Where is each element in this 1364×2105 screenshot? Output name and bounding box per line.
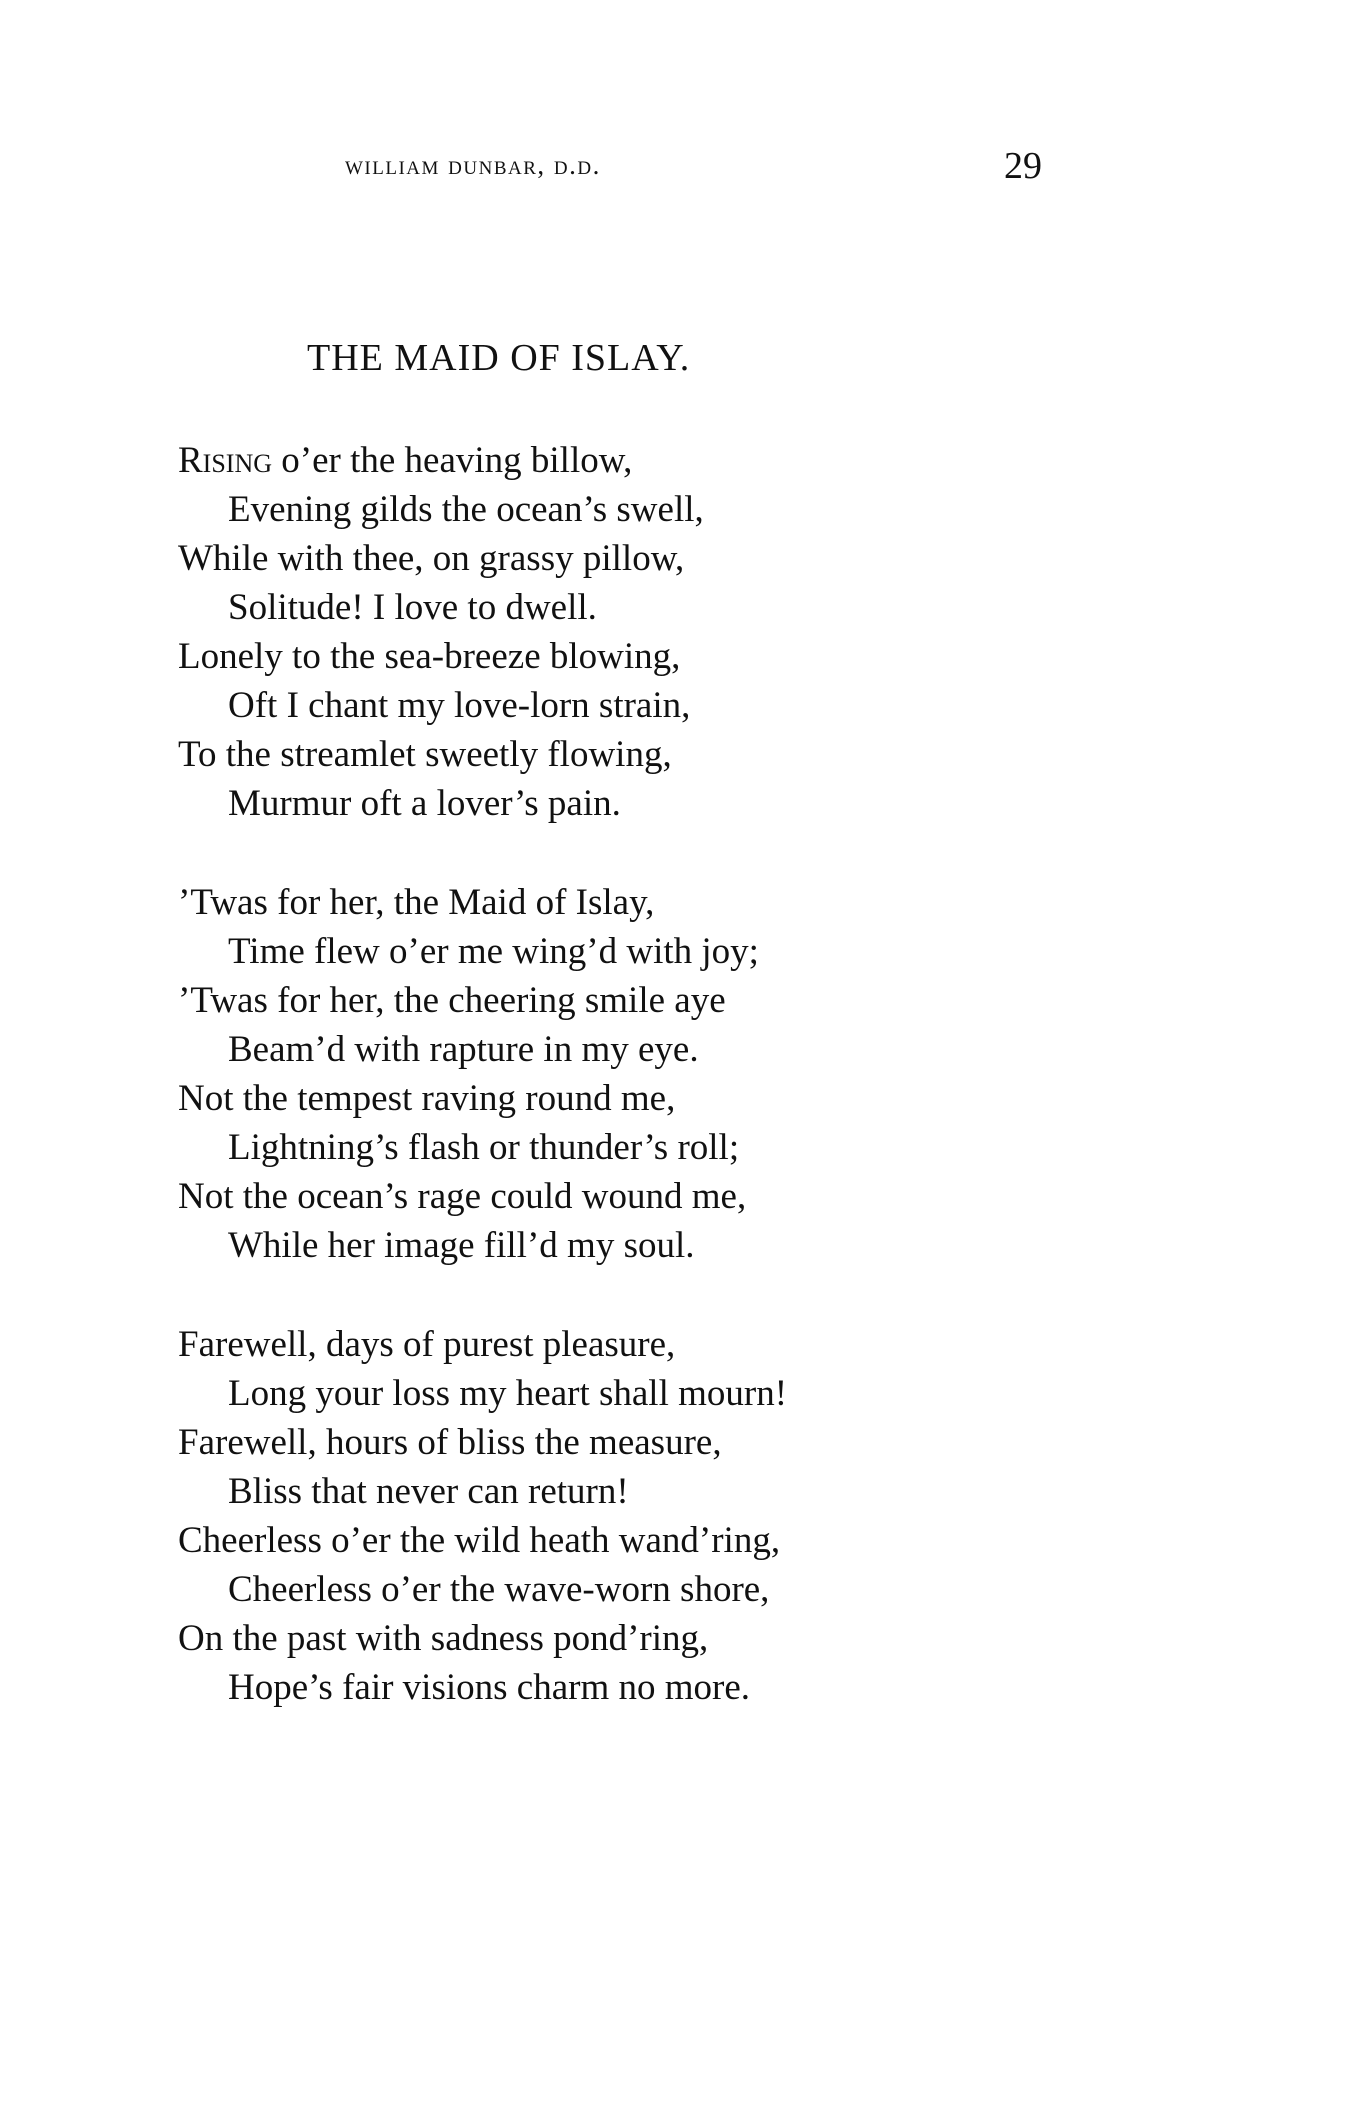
poem-line: Bliss that never can return! [228,1471,629,1512]
poem-line: Cheerless o’er the wild heath wand’ring, [178,1520,781,1561]
poem-line: On the past with sadness pond’ring, [178,1618,709,1659]
poem-line: Solitude! I love to dwell. [228,587,597,628]
stanza-1 [178,436,1078,828]
running-head-title: william dunbar, d.d. [345,150,601,180]
poem-line: Oft I chant my love-lorn strain, [228,685,691,726]
stanza-3 [178,1320,1078,1712]
poem-line: While with thee, on grassy pillow, [178,538,685,579]
poem-line-first-word: Rising [178,440,273,481]
stanza-2 [178,878,1078,1270]
poem-line: While her image fill’d my soul. [228,1225,695,1266]
poem-line: To the streamlet sweetly flowing, [178,734,672,775]
running-head [345,150,601,181]
poem-line: Farewell, hours of bliss the measure, [178,1422,722,1463]
poem-title: THE MAID OF ISLAY. [307,337,691,379]
poem-line: Cheerless o’er the wave-worn shore, [228,1569,770,1610]
poem-line: Murmur oft a lover’s pain. [228,783,621,824]
poem-line: Evening gilds the ocean’s swell, [228,489,704,530]
poem-line: Lonely to the sea-breeze blowing, [178,636,681,677]
poem-line: Not the ocean’s rage could wound me, [178,1176,747,1217]
poem-line: ’Twas for her, the cheering smile aye [178,980,726,1021]
poem-line: Time flew o’er me wing’d with joy; [228,931,759,972]
poem-body [178,436,1078,1712]
poem-line: Lightning’s flash or thunder’s roll; [228,1127,740,1168]
poem-line-rest: o’er the heaving billow, [272,440,633,481]
poem-line: Farewell, days of purest pleasure, [178,1324,676,1365]
poem-line: Long your loss my heart shall mourn! [228,1373,788,1414]
poem-line: ’Twas for her, the Maid of Islay, [178,882,655,923]
poem-line: Not the tempest raving round me, [178,1078,676,1119]
page-number: 29 [1004,145,1042,187]
poem-line: Beam’d with rapture in my eye. [228,1029,699,1070]
poem-line [178,436,1078,485]
poem-line: Hope’s fair visions charm no more. [228,1667,750,1708]
